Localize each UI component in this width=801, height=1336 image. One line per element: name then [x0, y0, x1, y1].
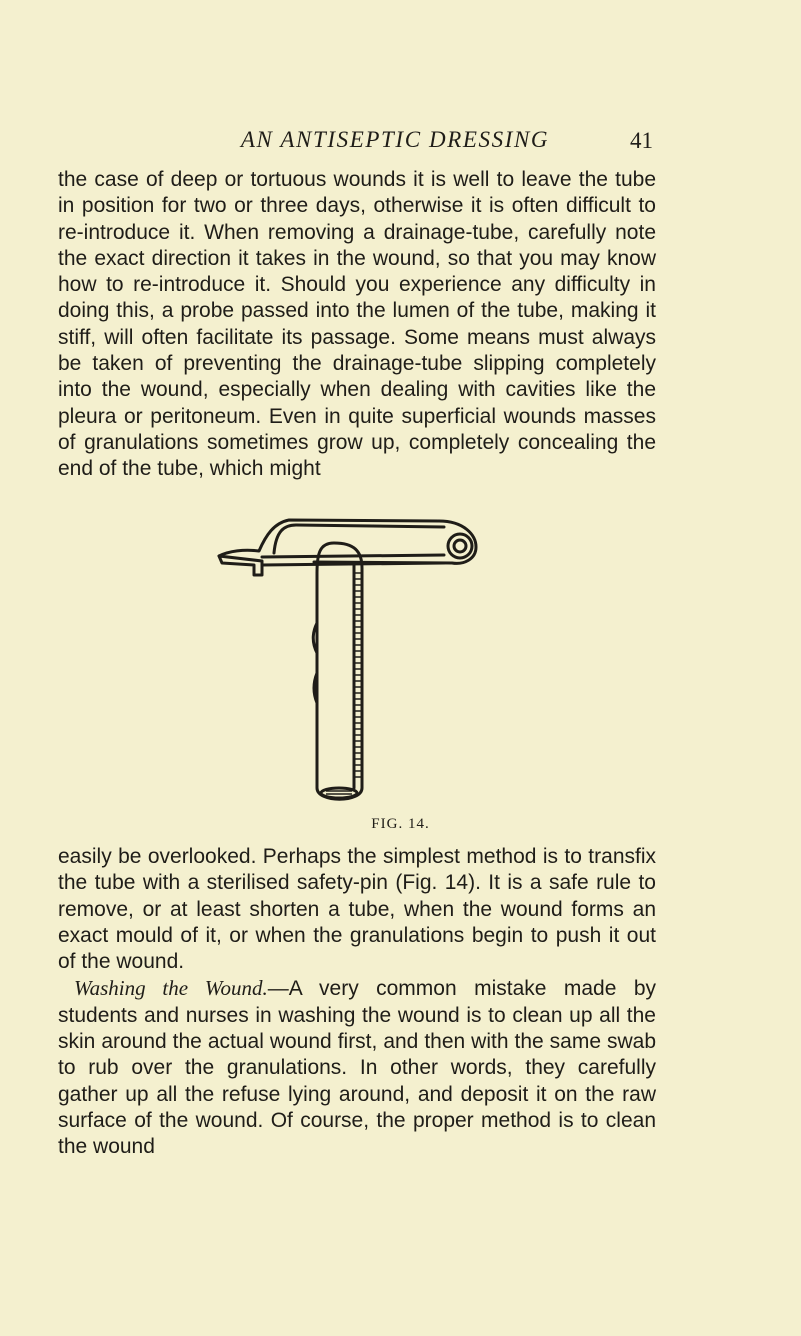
paragraph-1: the case of deep or tortuous wounds it is well to leave the tube in position for two or three days, otherwise it is often difficult to re-introduce it. When removing a drainage-tube, carefully note the exact direction it takes in the wound, so that you may know how to re-introduce it. Should you experience any difficulty in doing this, a probe passed into the lumen of the tube, making it stiff, will often facilitate its passage. Some means must always be taken of preventing the drainage-tube slipping completely into the wound, especially when dealing with cavities like the pleura or peritoneum. Even in quite superficial wounds masses of granulations sometimes grow up, completely concealing the end of the tube, which might	[58, 168, 656, 481]
paragraph-2: easily be overlooked. Perhaps the simplest method is to transfix the tube with a sterilised safety-pin (Fig. 14). It is a safe rule to remove, or at least shorten a tube, when the wound forms an exact mould of it, or when the granulations begin to push it out of the wound.	[58, 845, 656, 974]
page-number: 41	[630, 128, 653, 153]
figure-drainage-tube-safety-pin	[214, 513, 484, 813]
running-head	[0, 127, 801, 159]
drainage-tube-safety-pin-illustration	[214, 513, 484, 813]
figure-caption: FIG. 14.	[371, 816, 430, 832]
paragraph-3-text: —A very common mistake made by students and nurses in washing the wound is to clean up all the skin around the actual wound first, and then with the same swab to rub over the granulations. In other words, they carefully gather up all the refuse lying around, and deposit it on the raw surface of the wound. Of course, the proper method is to clean the wound	[58, 977, 657, 1159]
paragraph-3	[58, 975, 656, 1160]
text-block-top	[58, 167, 656, 483]
text-block-bottom	[58, 844, 656, 1161]
section-heading-washing-the-wound: Washing the Wound.	[74, 976, 268, 1001]
running-title: AN ANTISEPTIC DRESSING	[240, 127, 550, 152]
